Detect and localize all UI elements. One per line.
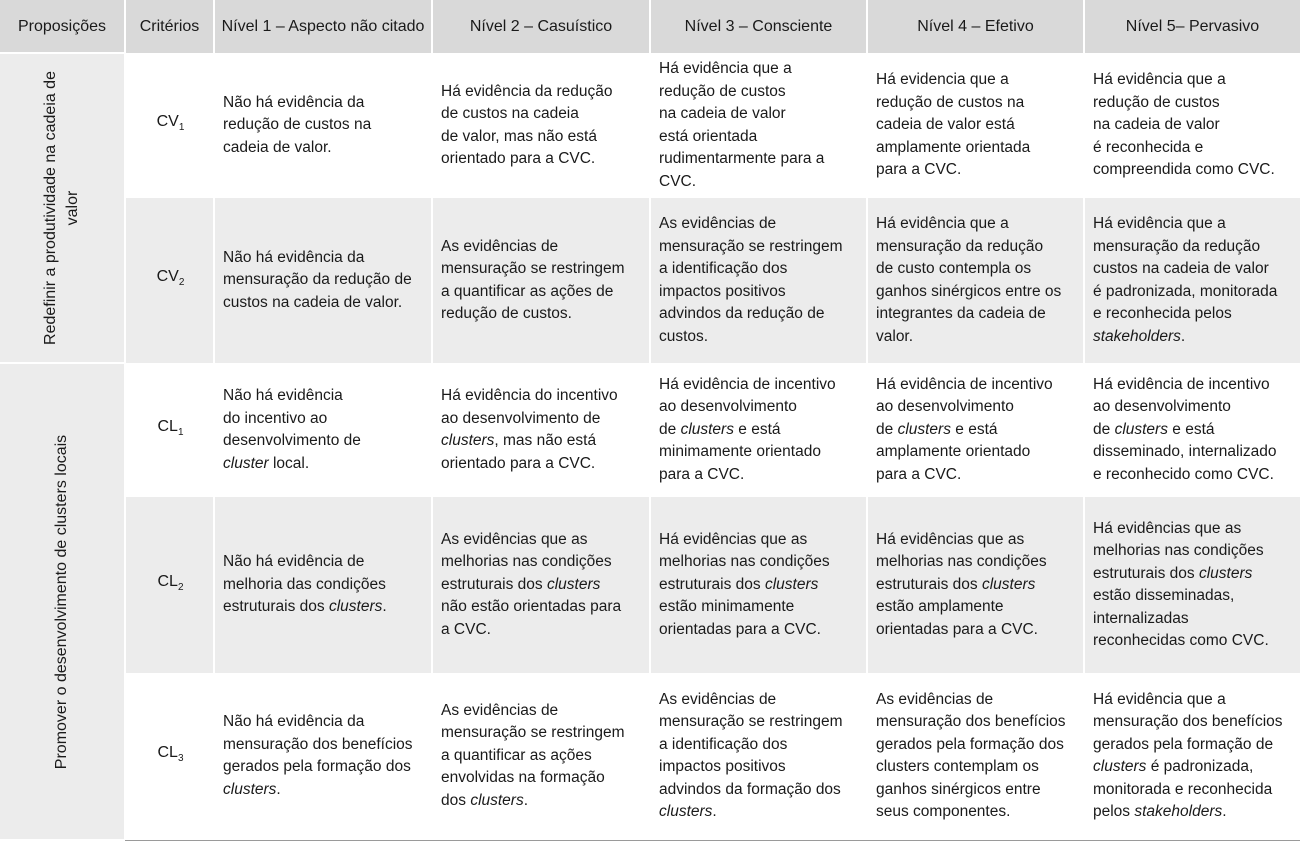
criterion-code: CL — [157, 743, 178, 761]
criterion-subscript: 2 — [178, 277, 185, 289]
level-cell: Não há evidência da redução de custos na cadeia de valor. — [214, 53, 432, 198]
proposition-cell — [0, 363, 125, 839]
table-row — [0, 673, 1300, 839]
level-cell: As evidências de mensuração dos benefícios gerados pela formação dos clusters contemplam os ganhos sinérgicos entre seus componentes. — [867, 673, 1084, 839]
level-cell: Não há evidência de melhoria das condições estruturais dos clusters. — [214, 497, 432, 673]
criterion-code: CV — [156, 268, 179, 286]
level-cell: Não há evidência do incentivo ao desenvolvimento de cluster local. — [214, 363, 432, 497]
criterion-cell — [125, 673, 214, 839]
header-row — [0, 0, 1300, 53]
level-cell: Há evidência do incentivo ao desenvolvimento de clusters, mas não está orientado para a CVC. — [432, 363, 650, 497]
criterion-cell — [125, 198, 214, 363]
criterion-code: CL — [157, 572, 178, 590]
level-cell: Há evidência de incentivo ao desenvolvimento de clusters e está minimamente orientado para a CVC. — [650, 363, 867, 497]
criterion-cell — [125, 497, 214, 673]
level-cell: Há evidências que as melhorias nas condições estruturais dos clusters estão disseminadas, internalizadas reconhecidas como CVC. — [1084, 497, 1300, 673]
table-row — [0, 198, 1300, 363]
table-row — [0, 363, 1300, 497]
level-cell: As evidências de mensuração se restringem a identificação dos impactos positivos advindos da redução de custos. — [650, 198, 867, 363]
proposition-cell — [0, 53, 125, 363]
criterion-subscript: 2 — [177, 581, 184, 593]
criterion-code: CL — [157, 417, 178, 435]
table-row — [0, 53, 1300, 198]
criterion-subscript: 3 — [177, 752, 184, 764]
header-nivel-3: Nível 3 – Consciente — [650, 0, 867, 53]
level-cell: Há evidencia que a redução de custos na cadeia de valor está amplamente orientada para a CVC. — [867, 53, 1084, 198]
criterion-subscript: 1 — [177, 426, 184, 438]
level-cell: As evidências de mensuração se restringem a quantificar as ações envolvidas na formação dos clusters. — [432, 673, 650, 839]
level-cell: Há evidências que as melhorias nas condições estruturais dos clusters estão minimamente orientadas para a CVC. — [650, 497, 867, 673]
level-cell: Há evidência de incentivo ao desenvolvimento de clusters e está amplamente orientado para a CVC. — [867, 363, 1084, 497]
header-criterios: Critérios — [125, 0, 214, 53]
header-nivel-2: Nível 2 – Casuístico — [432, 0, 650, 53]
level-cell: Há evidência que a redução de custos na cadeia de valor é reconhecida e compreendida como CVC. — [1084, 53, 1300, 198]
criterion-code: CV — [156, 113, 179, 131]
level-cell: Não há evidência da mensuração da redução de custos na cadeia de valor. — [214, 198, 432, 363]
level-cell: Há evidências que as melhorias nas condições estruturais dos clusters estão amplamente orientadas para a CVC. — [867, 497, 1084, 673]
table-row — [0, 497, 1300, 673]
header-nivel-1: Nível 1 – Aspecto não citado — [214, 0, 432, 53]
bottom-rule — [125, 840, 1300, 841]
criterion-subscript: 1 — [178, 122, 185, 134]
header-proposicoes: Proposições — [0, 0, 125, 53]
level-cell: Há evidência da redução de custos na cadeia de valor, mas não está orientado para a CVC. — [432, 53, 650, 198]
level-cell: Há evidência que a redução de custos na cadeia de valor está orientada rudimentarmente para a CVC. — [650, 53, 867, 198]
proposition-label: Redefinir a produtividade na cadeia de valor — [42, 71, 81, 345]
level-cell: Não há evidência da mensuração dos benefícios gerados pela formação dos clusters. — [214, 673, 432, 839]
criterion-cell — [125, 363, 214, 497]
header-nivel-5: Nível 5– Pervasivo — [1084, 0, 1300, 53]
level-cell: As evidências de mensuração se restringem a quantificar as ações de redução de custos. — [432, 198, 650, 363]
level-cell: As evidências de mensuração se restringem a identificação dos impactos positivos advindos da formação dos clusters. — [650, 673, 867, 839]
level-cell: Há evidência que a mensuração da redução custos na cadeia de valor é padronizada, monitorada e reconhecida pelos stakeholders. — [1084, 198, 1300, 363]
criterion-cell — [125, 53, 214, 198]
level-cell: As evidências que as melhorias nas condições estruturais dos clusters não estão orientadas para a CVC. — [432, 497, 650, 673]
proposition-label: Promover o desenvolvimento de clusters locais — [53, 434, 70, 769]
header-nivel-4: Nível 4 – Efetivo — [867, 0, 1084, 53]
level-cell: Há evidência que a mensuração da redução de custo contempla os ganhos sinérgicos entre os integrantes da cadeia de valor. — [867, 198, 1084, 363]
level-cell: Há evidência que a mensuração dos benefícios gerados pela formação de clusters é padronizada, monitorada e reconhecida pelos stakeholders. — [1084, 673, 1300, 839]
level-cell: Há evidência de incentivo ao desenvolvimento de clusters e está disseminado, internalizado e reconhecido como CVC. — [1084, 363, 1300, 497]
